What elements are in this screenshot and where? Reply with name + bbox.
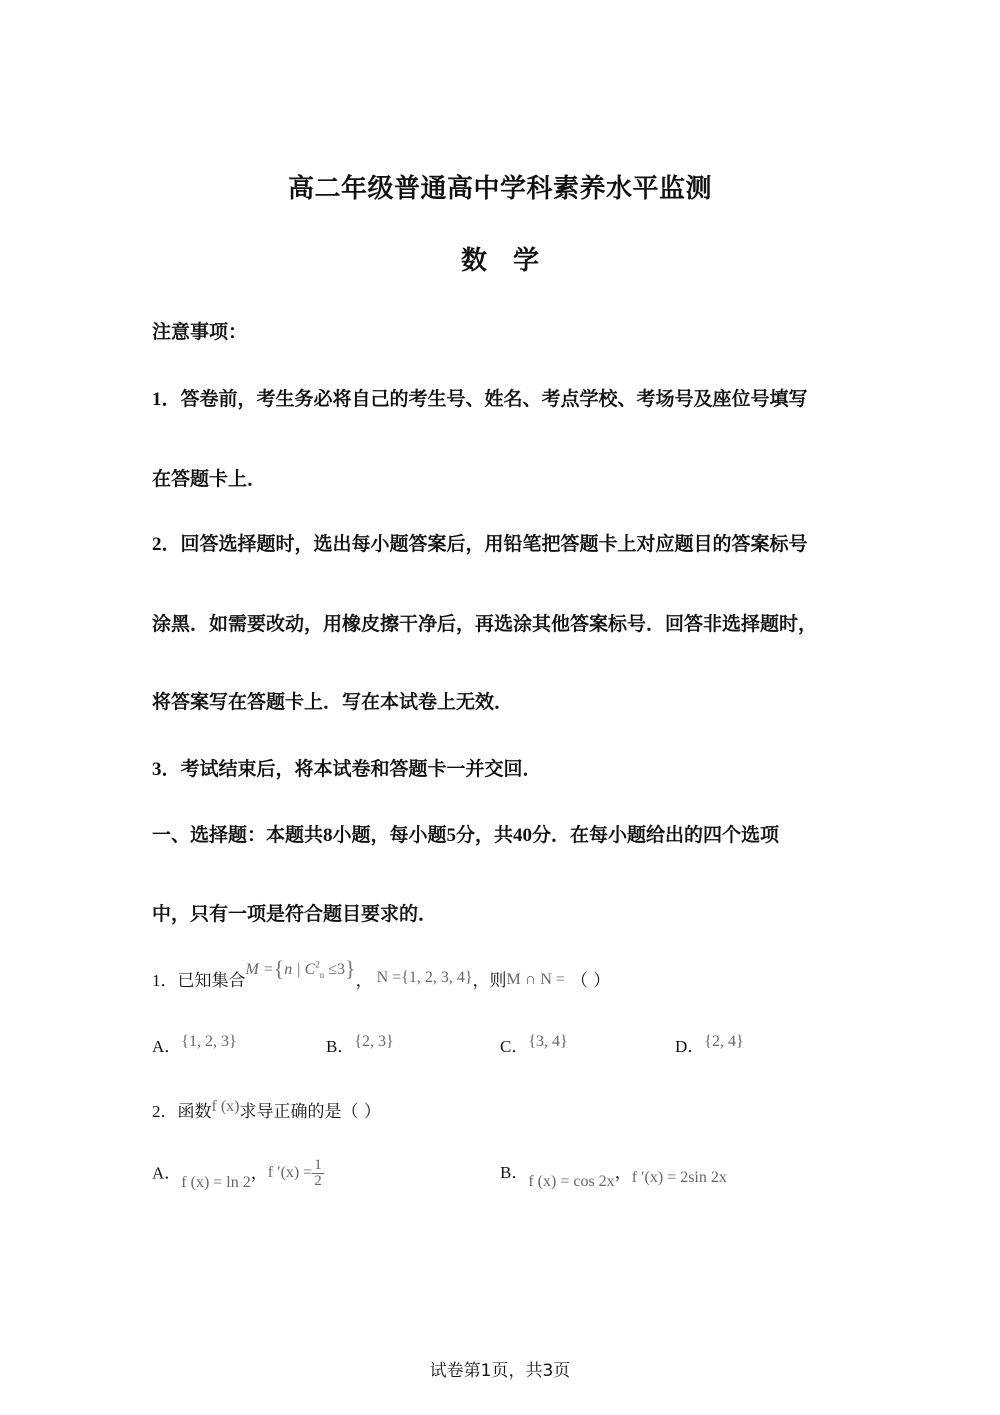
q1-option-a: A．{1, 2, 3} [152, 1033, 237, 1057]
notice-item-2-line-3: 将答案写在答题卡上．写在本试卷上无效． [152, 691, 514, 713]
subject-title: 数学 [460, 246, 565, 276]
section-1-heading-line-2: 中，只有一项是符合题目要求的． [152, 903, 438, 925]
section-1-heading-line-1: 一、选择题：本题共8小题，每小题5分，共40分．在每小题给出的四个选项 [152, 824, 780, 846]
q2-option-b: B．f (x) = cos 2x，f ′(x) = 2sin 2x [500, 1163, 727, 1190]
question-2: 2．函数f (x)求导正确的是（ ） [152, 1098, 381, 1122]
q2-option-a: A．f (x) = ln 2，f ′(x) = $\frac{1}{2}$ [152, 1157, 322, 1191]
q1-option-d: D．{2, 4} [675, 1033, 744, 1057]
page-title: 高二年级普通高中学科素养水平监测 [287, 174, 712, 204]
notice-item-2-line-2: 涂黑．如需要改动，用橡皮擦干净后，再选涂其他答案标号．回答非选择题时， [152, 613, 818, 635]
notice-item-3: 3．考试结束后，将本试卷和答题卡一并交回． [152, 758, 542, 780]
notice-item-1-line-1: 1．答卷前，考生务必将自己的考生号、姓名、考点学校、考场号及座位号填写 [152, 388, 808, 410]
set-n-expression: N ={1, 2, 3, 4} [376, 969, 473, 986]
intersection-expression: M ∩ N = [506, 971, 565, 988]
question-1: 1．已知集合M ={n | $C^2_n \le 3$}， N ={1, 2, 3, 4}，则M ∩ N = （ ） [152, 956, 611, 991]
set-m-expression: M ={n | $C^2_n \le 3$} [245, 956, 356, 981]
notice-heading: 注意事项： [152, 321, 248, 343]
notice-item-2-line-1: 2．回答选择题时，选出每小题答案后，用铅笔把答题卡上对应题目的答案标号 [152, 533, 808, 555]
function-fx: f (x) [211, 1098, 240, 1115]
notice-item-1-line-2: 在答题卡上． [152, 468, 267, 490]
page-footer: 试卷第1页，共3页 [429, 1361, 571, 1381]
q1-option-c: C．{3, 4} [500, 1033, 568, 1057]
q1-option-b: B．{2, 3} [326, 1033, 394, 1057]
fraction-one-half: $\frac{1}{2}$ [314, 1157, 322, 1189]
